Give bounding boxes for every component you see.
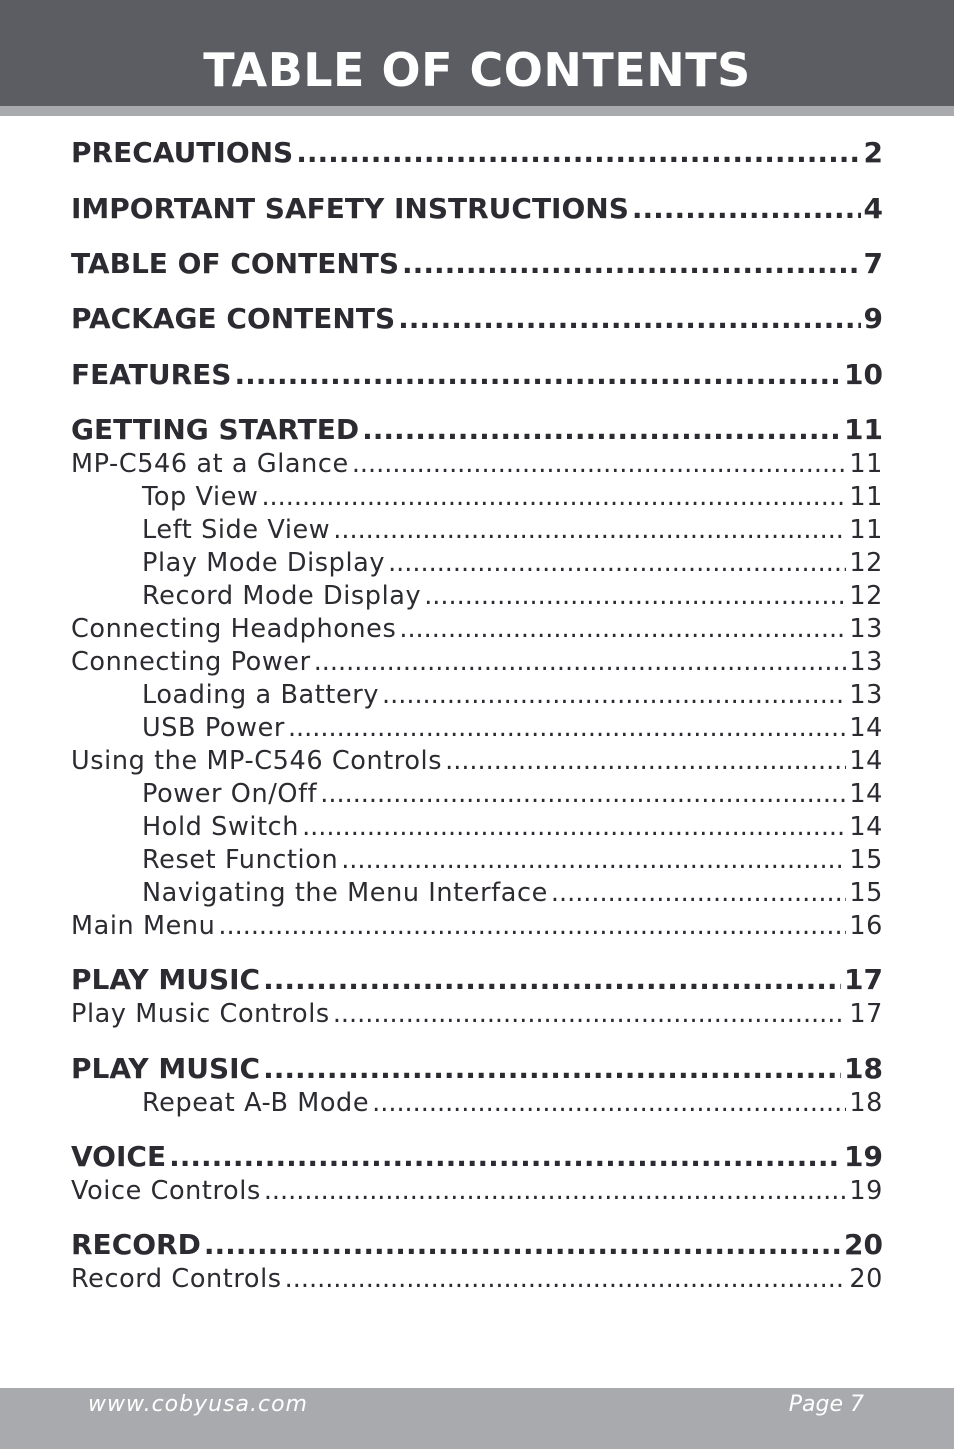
toc-entry-precautions[interactable]: PRECAUTIONS ..... 2 bbox=[71, 133, 883, 173]
toc-entry-play-music-controls[interactable]: Play Music Controls ..... 17 bbox=[71, 998, 883, 1031]
footer-bar bbox=[0, 1388, 954, 1449]
toc-entry-important-safety-instructions[interactable]: IMPORTANT SAFETY INSTRUCTIONS ..... 4 bbox=[71, 189, 883, 229]
toc-entry-features[interactable]: FEATURES ..... 10 bbox=[71, 355, 883, 395]
toc-entry-getting-started[interactable]: GETTING STARTED ..... 11 bbox=[71, 410, 883, 450]
toc-entry-usb-power[interactable]: USB Power ..... 14 bbox=[142, 712, 883, 745]
toc-entry-play-music[interactable]: PLAY MUSIC ..... 17 bbox=[71, 960, 883, 1000]
toc-entry-top-view[interactable]: Top View ..... 11 bbox=[142, 481, 883, 514]
footer-website[interactable]: www.cobyusa.com bbox=[88, 1392, 308, 1417]
toc-entry-record[interactable]: RECORD ..... 20 bbox=[71, 1225, 883, 1265]
toc-entry-main-menu[interactable]: Main Menu ..... 16 bbox=[71, 910, 883, 943]
toc-entry-record-controls[interactable]: Record Controls ..... 20 bbox=[71, 1263, 883, 1296]
toc-entry-left-side-view[interactable]: Left Side View ..... 11 bbox=[142, 514, 883, 547]
page-title: TABLE OF CONTENTS bbox=[203, 43, 751, 97]
toc-entry-voice-controls[interactable]: Voice Controls ..... 19 bbox=[71, 1175, 883, 1208]
toc-entry-record-mode-display[interactable]: Record Mode Display ..... 12 bbox=[142, 580, 883, 613]
footer-page-number: Page 7 bbox=[788, 1392, 864, 1417]
header-rule bbox=[0, 106, 954, 116]
toc-entry-hold-switch[interactable]: Hold Switch ..... 14 bbox=[142, 811, 883, 844]
toc-entry-reset-function[interactable]: Reset Function ..... 15 bbox=[142, 844, 883, 877]
toc-entry-connecting-power[interactable]: Connecting Power ..... 13 bbox=[71, 646, 883, 679]
toc-entry-voice[interactable]: VOICE ..... 19 bbox=[71, 1137, 883, 1177]
toc-entry-loading-a-battery[interactable]: Loading a Battery ..... 13 bbox=[142, 679, 883, 712]
toc-entry-play-mode-display[interactable]: Play Mode Display ..... 12 bbox=[142, 547, 883, 580]
toc-entry-at-a-glance[interactable]: MP-C546 at a Glance ..... 11 bbox=[71, 448, 883, 481]
toc-entry-navigating-menu[interactable]: Navigating the Menu Interface ..... 15 bbox=[142, 877, 883, 910]
toc-entry-table-of-contents[interactable]: TABLE OF CONTENTS ..... 7 bbox=[71, 244, 883, 284]
toc-entry-play-music-2[interactable]: PLAY MUSIC ..... 18 bbox=[71, 1049, 883, 1089]
toc-entry-connecting-headphones[interactable]: Connecting Headphones ..... 13 bbox=[71, 613, 883, 646]
toc-entry-power-on-off[interactable]: Power On/Off ..... 14 bbox=[142, 778, 883, 811]
toc-entry-package-contents[interactable]: PACKAGE CONTENTS ..... 9 bbox=[71, 299, 883, 339]
toc-entry-repeat-ab-mode[interactable]: Repeat A-B Mode ..... 18 bbox=[142, 1087, 883, 1120]
toc-entry-using-controls[interactable]: Using the MP-C546 Controls ..... 14 bbox=[71, 745, 883, 778]
